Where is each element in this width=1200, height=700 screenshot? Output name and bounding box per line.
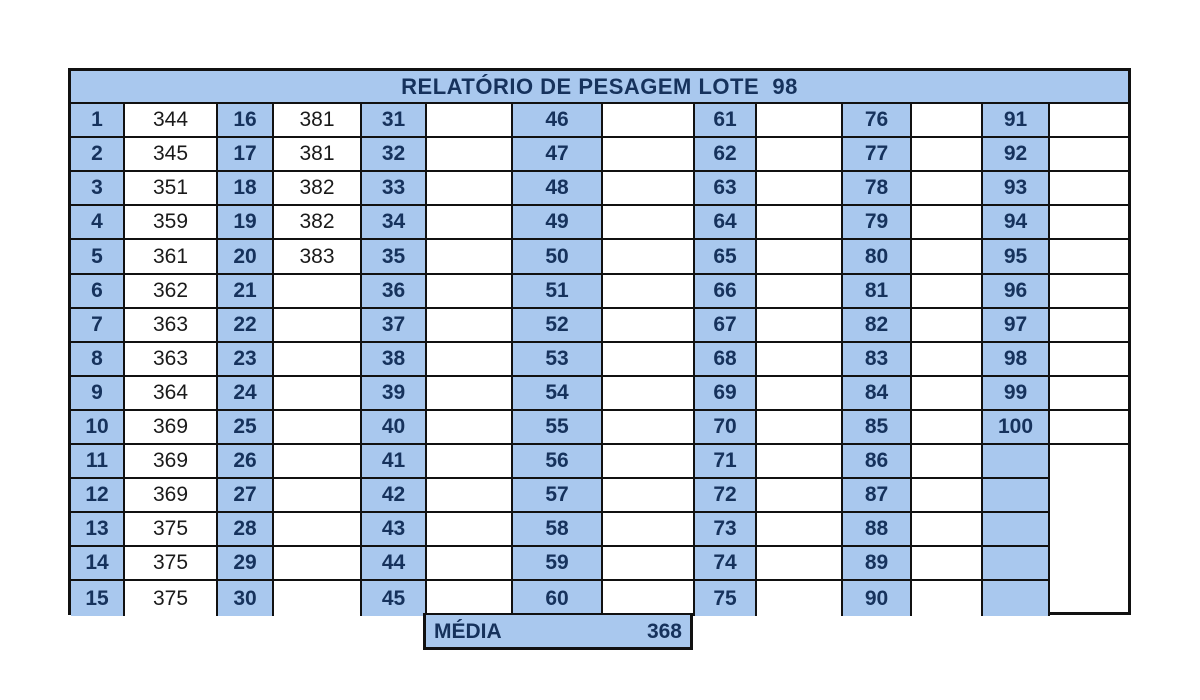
lot-number-cell: 19 (218, 206, 274, 240)
weight-value-cell (1050, 343, 1128, 377)
average-box (423, 613, 693, 650)
weight-value-cell (757, 513, 843, 547)
weight-value-cell (1050, 240, 1128, 275)
weight-value-cell (603, 581, 695, 616)
weight-value-cell (603, 240, 695, 275)
weight-value-cell (427, 581, 513, 616)
lot-number-cell: 98 (983, 343, 1050, 377)
average-label: MÉDIA (434, 620, 502, 643)
lot-number-cell: 94 (983, 206, 1050, 240)
lot-number-cell: 95 (983, 240, 1050, 275)
lot-number-cell: 50 (513, 240, 603, 275)
lot-number-cell: 81 (843, 275, 912, 309)
lot-number-cell: 8 (71, 343, 125, 377)
lot-number-cell: 7 (71, 309, 125, 343)
lot-number-cell: 75 (695, 581, 757, 616)
weight-value-cell (912, 206, 983, 240)
lot-number-cell: 100 (983, 411, 1050, 445)
lot-number-cell: 40 (362, 411, 427, 445)
weight-value-cell (603, 275, 695, 309)
lot-number-cell: 61 (695, 104, 757, 138)
empty-filler-cell (983, 479, 1050, 513)
weight-value-cell (427, 275, 513, 309)
lot-number-cell: 6 (71, 275, 125, 309)
weight-value-cell (274, 513, 362, 547)
lot-number-cell: 64 (695, 206, 757, 240)
weight-value-cell (427, 104, 513, 138)
lot-number-cell: 30 (218, 581, 274, 616)
lot-number-cell: 12 (71, 479, 125, 513)
lot-number-cell: 49 (513, 206, 603, 240)
weight-value-cell (603, 547, 695, 581)
weight-value-cell (603, 172, 695, 206)
weight-value-cell (912, 104, 983, 138)
weight-value-cell (757, 309, 843, 343)
weight-value-cell (427, 309, 513, 343)
weight-value-cell (274, 275, 362, 309)
lot-number-cell: 34 (362, 206, 427, 240)
lot-number-cell: 16 (218, 104, 274, 138)
weight-value-cell (1050, 411, 1128, 445)
lot-number-cell: 48 (513, 172, 603, 206)
lot-number-cell: 82 (843, 309, 912, 343)
lot-number-cell: 25 (218, 411, 274, 445)
weight-value-cell (427, 138, 513, 172)
lot-number-cell: 72 (695, 479, 757, 513)
weight-value-cell: 351 (125, 172, 218, 206)
weight-value-cell (1050, 104, 1128, 138)
lot-number-cell: 55 (513, 411, 603, 445)
weight-value-cell (603, 206, 695, 240)
lot-number-cell: 77 (843, 138, 912, 172)
weight-value-cell (274, 445, 362, 479)
weight-value-cell (274, 581, 362, 616)
lot-number-cell: 35 (362, 240, 427, 275)
weight-value-cell: 363 (125, 309, 218, 343)
lot-number-cell: 70 (695, 411, 757, 445)
weight-value-cell: 359 (125, 206, 218, 240)
weight-value-cell (603, 104, 695, 138)
lot-number-cell: 43 (362, 513, 427, 547)
lot-number-cell: 54 (513, 377, 603, 411)
lot-number-cell: 29 (218, 547, 274, 581)
lot-number-cell: 76 (843, 104, 912, 138)
lot-number-cell: 20 (218, 240, 274, 275)
lot-number-cell: 53 (513, 343, 603, 377)
lot-number-cell: 59 (513, 547, 603, 581)
weight-value-cell (274, 479, 362, 513)
lot-number-cell: 23 (218, 343, 274, 377)
weight-value-cell (274, 411, 362, 445)
lot-number-cell: 65 (695, 240, 757, 275)
lot-number-cell: 51 (513, 275, 603, 309)
weight-value-cell (274, 309, 362, 343)
weight-value-cell (757, 275, 843, 309)
weight-value-cell (427, 206, 513, 240)
lot-number-cell: 62 (695, 138, 757, 172)
weight-value-cell (427, 479, 513, 513)
weight-value-cell: 382 (274, 206, 362, 240)
lot-number-cell: 9 (71, 377, 125, 411)
lot-number-cell: 39 (362, 377, 427, 411)
lot-number-cell: 18 (218, 172, 274, 206)
weight-value-cell (912, 275, 983, 309)
lot-number-cell: 92 (983, 138, 1050, 172)
weight-value-cell (427, 172, 513, 206)
weight-value-cell: 381 (274, 104, 362, 138)
lot-number-cell: 60 (513, 581, 603, 616)
weight-value-cell (1050, 309, 1128, 343)
weight-value-cell: 362 (125, 275, 218, 309)
lot-number-cell: 45 (362, 581, 427, 616)
lot-number-cell: 17 (218, 138, 274, 172)
lot-number-cell: 15 (71, 581, 125, 616)
weight-value-cell (912, 138, 983, 172)
weight-value-cell (757, 479, 843, 513)
weight-value-cell (603, 377, 695, 411)
lot-number-cell: 21 (218, 275, 274, 309)
lot-number-cell: 42 (362, 479, 427, 513)
empty-filler-cell (983, 445, 1050, 479)
lot-number-cell: 58 (513, 513, 603, 547)
weight-value-cell (912, 547, 983, 581)
weighing-report-table (68, 68, 1131, 615)
weight-value-cell (274, 547, 362, 581)
weight-value-cell (912, 513, 983, 547)
weight-value-cell (427, 343, 513, 377)
lot-number-cell: 66 (695, 275, 757, 309)
lot-number-cell: 1 (71, 104, 125, 138)
weight-value-cell (603, 445, 695, 479)
weight-value-cell: 369 (125, 411, 218, 445)
lot-number-cell: 44 (362, 547, 427, 581)
lot-number-cell: 87 (843, 479, 912, 513)
lot-number-cell: 78 (843, 172, 912, 206)
weight-value-cell (603, 513, 695, 547)
lot-number-cell: 96 (983, 275, 1050, 309)
weight-value-cell (757, 206, 843, 240)
lot-number-cell: 14 (71, 547, 125, 581)
lot-number-cell: 27 (218, 479, 274, 513)
lot-number-cell: 5 (71, 240, 125, 275)
weight-value-cell (757, 411, 843, 445)
lot-number-cell: 41 (362, 445, 427, 479)
empty-filler-cell (983, 547, 1050, 581)
lot-number-cell: 52 (513, 309, 603, 343)
weight-value-cell (912, 343, 983, 377)
lot-number-cell: 31 (362, 104, 427, 138)
weight-value-cell (1050, 275, 1128, 309)
weight-value-cell (603, 411, 695, 445)
weight-value-cell (274, 343, 362, 377)
weight-value-cell: 363 (125, 343, 218, 377)
weight-value-cell (603, 309, 695, 343)
lot-number-cell: 67 (695, 309, 757, 343)
weight-value-cell (1050, 377, 1128, 411)
lot-number-cell: 47 (513, 138, 603, 172)
lot-number-cell: 69 (695, 377, 757, 411)
lot-number-cell: 36 (362, 275, 427, 309)
lot-number-cell: 10 (71, 411, 125, 445)
weight-value-cell (912, 240, 983, 275)
weight-value-cell (427, 240, 513, 275)
lot-number-cell: 71 (695, 445, 757, 479)
weight-value-cell (427, 445, 513, 479)
weight-value-cell: 375 (125, 513, 218, 547)
weight-value-cell (757, 377, 843, 411)
weight-value-cell (912, 411, 983, 445)
lot-number-cell: 97 (983, 309, 1050, 343)
weight-value-cell (603, 479, 695, 513)
lot-number-cell: 13 (71, 513, 125, 547)
weight-value-cell: 383 (274, 240, 362, 275)
lot-number-cell: 22 (218, 309, 274, 343)
weight-value-cell (427, 547, 513, 581)
lot-number-cell: 28 (218, 513, 274, 547)
weight-value-cell: 364 (125, 377, 218, 411)
weight-value-cell (912, 479, 983, 513)
empty-filler-cell (983, 513, 1050, 547)
weight-value-cell (912, 309, 983, 343)
lot-number-cell: 89 (843, 547, 912, 581)
lot-number-cell: 57 (513, 479, 603, 513)
weight-value-cell (757, 445, 843, 479)
lot-number-cell: 4 (71, 206, 125, 240)
lot-number-cell: 56 (513, 445, 603, 479)
weight-value-cell (757, 104, 843, 138)
weight-value-cell (757, 172, 843, 206)
weight-value-cell: 381 (274, 138, 362, 172)
lot-number-cell: 83 (843, 343, 912, 377)
lot-number-cell: 26 (218, 445, 274, 479)
lot-number-cell: 99 (983, 377, 1050, 411)
lot-number-cell: 88 (843, 513, 912, 547)
weight-value-cell: 361 (125, 240, 218, 275)
weight-value-cell (757, 138, 843, 172)
lot-number-cell: 93 (983, 172, 1050, 206)
lot-number-cell: 68 (695, 343, 757, 377)
lot-number-cell: 33 (362, 172, 427, 206)
average-value: 368 (646, 620, 682, 643)
weight-value-cell (912, 377, 983, 411)
weight-value-cell (912, 172, 983, 206)
lot-number-cell: 2 (71, 138, 125, 172)
weight-value-cell: 382 (274, 172, 362, 206)
weight-value-cell (757, 343, 843, 377)
weight-value-cell (427, 513, 513, 547)
weight-value-cell (1050, 206, 1128, 240)
weight-value-cell (1050, 138, 1128, 172)
weight-value-cell (603, 343, 695, 377)
weight-value-cell: 369 (125, 479, 218, 513)
weight-value-cell (757, 240, 843, 275)
weight-value-cell: 369 (125, 445, 218, 479)
lot-number-cell: 90 (843, 581, 912, 616)
lot-number-cell: 73 (695, 513, 757, 547)
report-title: RELATÓRIO DE PESAGEM LOTE 98 (71, 71, 1128, 104)
lot-number-cell: 84 (843, 377, 912, 411)
weight-value-cell (427, 411, 513, 445)
weight-value-cell (1050, 172, 1128, 206)
weight-value-cell: 344 (125, 104, 218, 138)
lot-number-cell: 86 (843, 445, 912, 479)
lot-number-cell: 24 (218, 377, 274, 411)
weight-value-cell: 345 (125, 138, 218, 172)
lot-number-cell: 37 (362, 309, 427, 343)
lot-number-cell: 91 (983, 104, 1050, 138)
weight-value-cell (603, 138, 695, 172)
weight-value-cell (757, 581, 843, 616)
weight-value-cell: 375 (125, 547, 218, 581)
weight-value-cell (427, 377, 513, 411)
weight-value-cell (912, 581, 983, 616)
lot-number-cell: 85 (843, 411, 912, 445)
weight-value-cell (274, 377, 362, 411)
lot-number-cell: 63 (695, 172, 757, 206)
lot-number-cell: 79 (843, 206, 912, 240)
lot-number-cell: 80 (843, 240, 912, 275)
lot-number-cell: 46 (513, 104, 603, 138)
empty-filler-cell (983, 581, 1050, 616)
lot-number-cell: 3 (71, 172, 125, 206)
weight-value-cell (912, 445, 983, 479)
lot-number-cell: 11 (71, 445, 125, 479)
lot-number-cell: 32 (362, 138, 427, 172)
lot-number-cell: 38 (362, 343, 427, 377)
weight-value-cell (757, 547, 843, 581)
weight-value-cell: 375 (125, 581, 218, 616)
lot-number-cell: 74 (695, 547, 757, 581)
